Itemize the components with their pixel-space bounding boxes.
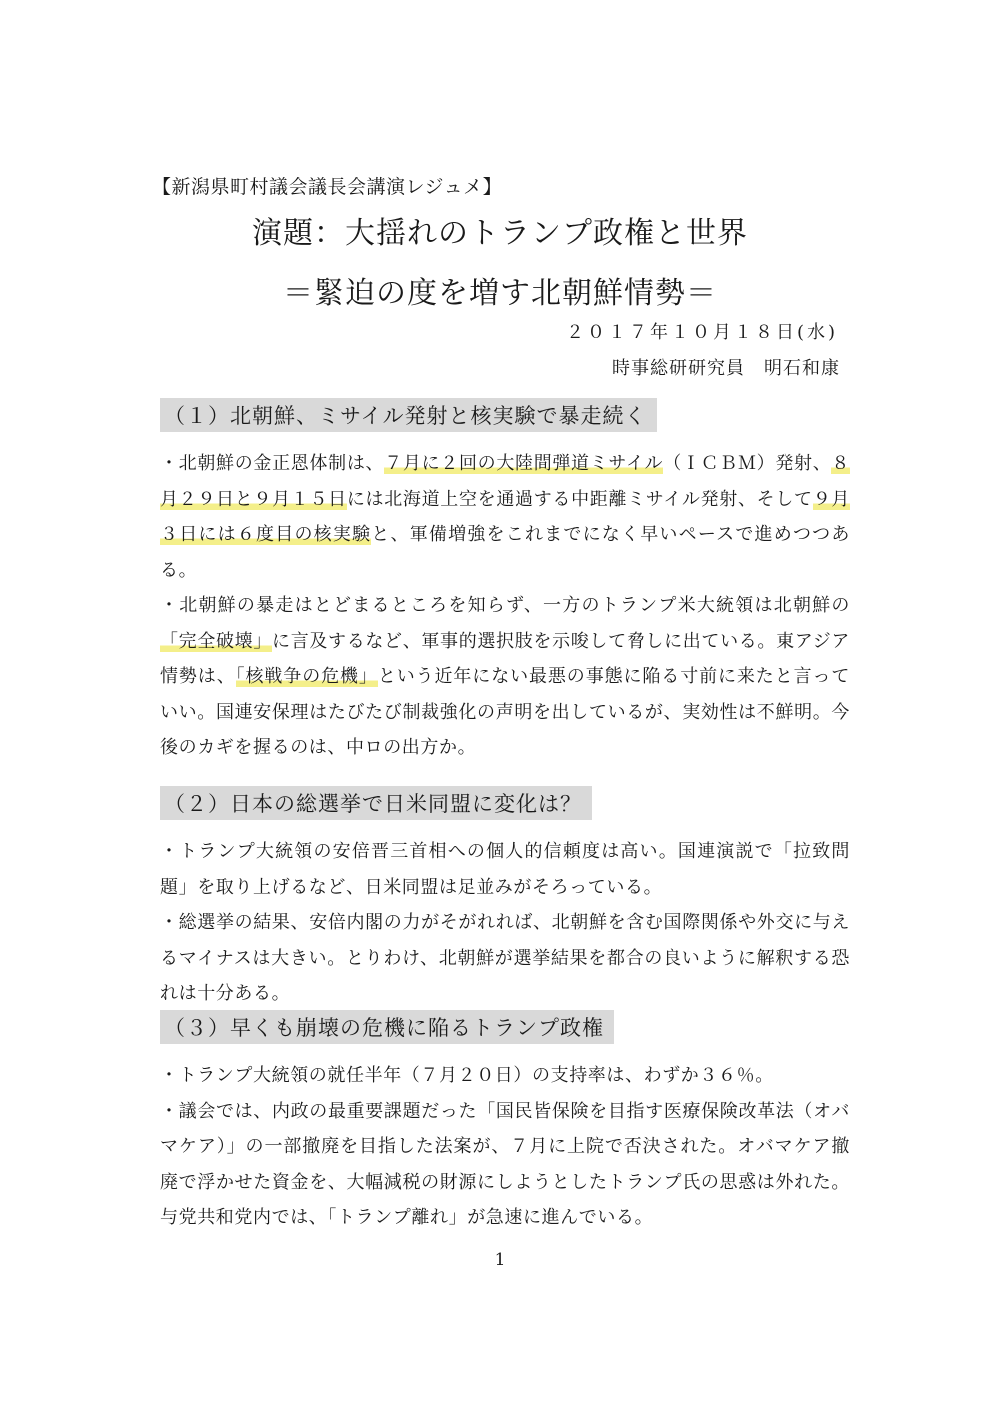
title-line-1: 演題：大揺れのトランプ政権と世界 [252,216,748,251]
s1p1-highlight-3: ９月３日には６度目の核実験 [160,488,851,545]
author: 時事総研研究員 明石和康 [612,358,840,379]
s1p2-text-a: ・北朝鮮の暴走はとどまるところを知らず、一方のトランプ米大統領は北朝鮮の [160,595,850,616]
s1p2-text-c: という近年にない最悪の事態に陥る寸前に来たと言っていい。国連安保理はたびたび制裁強化の声明を出しているが、実効性は不鮮明。今後のカギを握るのは、中ロの出方か。 [160,666,850,758]
s1p2-text-b: に言及するなど、軍事的選択肢を示唆して脅しに出ている。東アジア情勢は、 [160,630,850,687]
section-3 [160,1010,850,1236]
section-1 [160,398,850,766]
section-3-heading: （３）早くも崩壊の危機に陥るトランプ政権 [160,1010,614,1044]
header-label: 【新潟県町村議会議長会講演レジュメ】 [152,176,503,198]
s1p1-text-d: と、軍備増強をこれまでになく早いペースで進めつつある。 [160,524,850,581]
section-2-paragraph-2: ・総選挙の結果、安倍内閣の力がそがれれば、北朝鮮を含む国際関係や外交に与えるマイナスは大きい。とりわけ、北朝鮮が選挙結果を都合の良いように解釈する恐れは十分ある。 [160,912,850,1004]
s1p2-highlight-2: 「核戦争の危機」 [235,666,378,687]
section-1-heading: （１）北朝鮮、ミサイル発射と核実験で暴走続く [160,398,657,432]
section-2-heading: （２）日本の総選挙で日米同盟に変化は？ [160,786,592,820]
s1p2-highlight-1: 「完全破壊」 [160,630,273,652]
section-1-paragraph-2 [160,588,850,766]
title-line-2: ＝緊迫の度を増す北朝鮮情勢＝ [283,276,717,311]
section-1-paragraph-1 [160,446,850,588]
section-2 [160,786,850,1012]
section-3-paragraph-1: ・トランプ大統領の就任半年（７月２０日）の支持率は、わずか３６％。 [160,1065,774,1086]
s1p1-highlight-2: ８月２９日と９月１５日 [160,453,851,510]
s1p1-highlight-1: ７月に２回の大陸間弾道ミサイル [384,453,664,474]
section-2-paragraph-1: ・トランプ大統領の安倍晋三首相への個人的信頼度は高い。国連演説で「拉致問題」を取り上げるなど、日米同盟は足並みがそろっている。 [160,841,850,898]
s1p1-text-b: （ＩＣＢＭ）発射、 [663,453,832,474]
date: ２０１７年１０月１８日(水) [565,322,838,343]
page-number: 1 [494,1250,506,1270]
s1p1-text-a: ・北朝鮮の金正恩体制は、 [160,453,385,474]
section-3-paragraph-2: ・議会では、内政の最重要課題だった「国民皆保険を目指す医療保険改革法（オバマケア）」の一部撤廃を目指した法案が、７月に上院で否決された。オバマケア撤廃で浮かせた資金を、大幅減税の財源にしようとしたトランプ氏の思惑は外れた。与党共和党内では、「トランプ離れ」が急速に進んでいる。 [160,1100,850,1228]
s1p1-text-c: には北海道上空を通過する中距離ミサイル発射、そして [346,488,813,510]
